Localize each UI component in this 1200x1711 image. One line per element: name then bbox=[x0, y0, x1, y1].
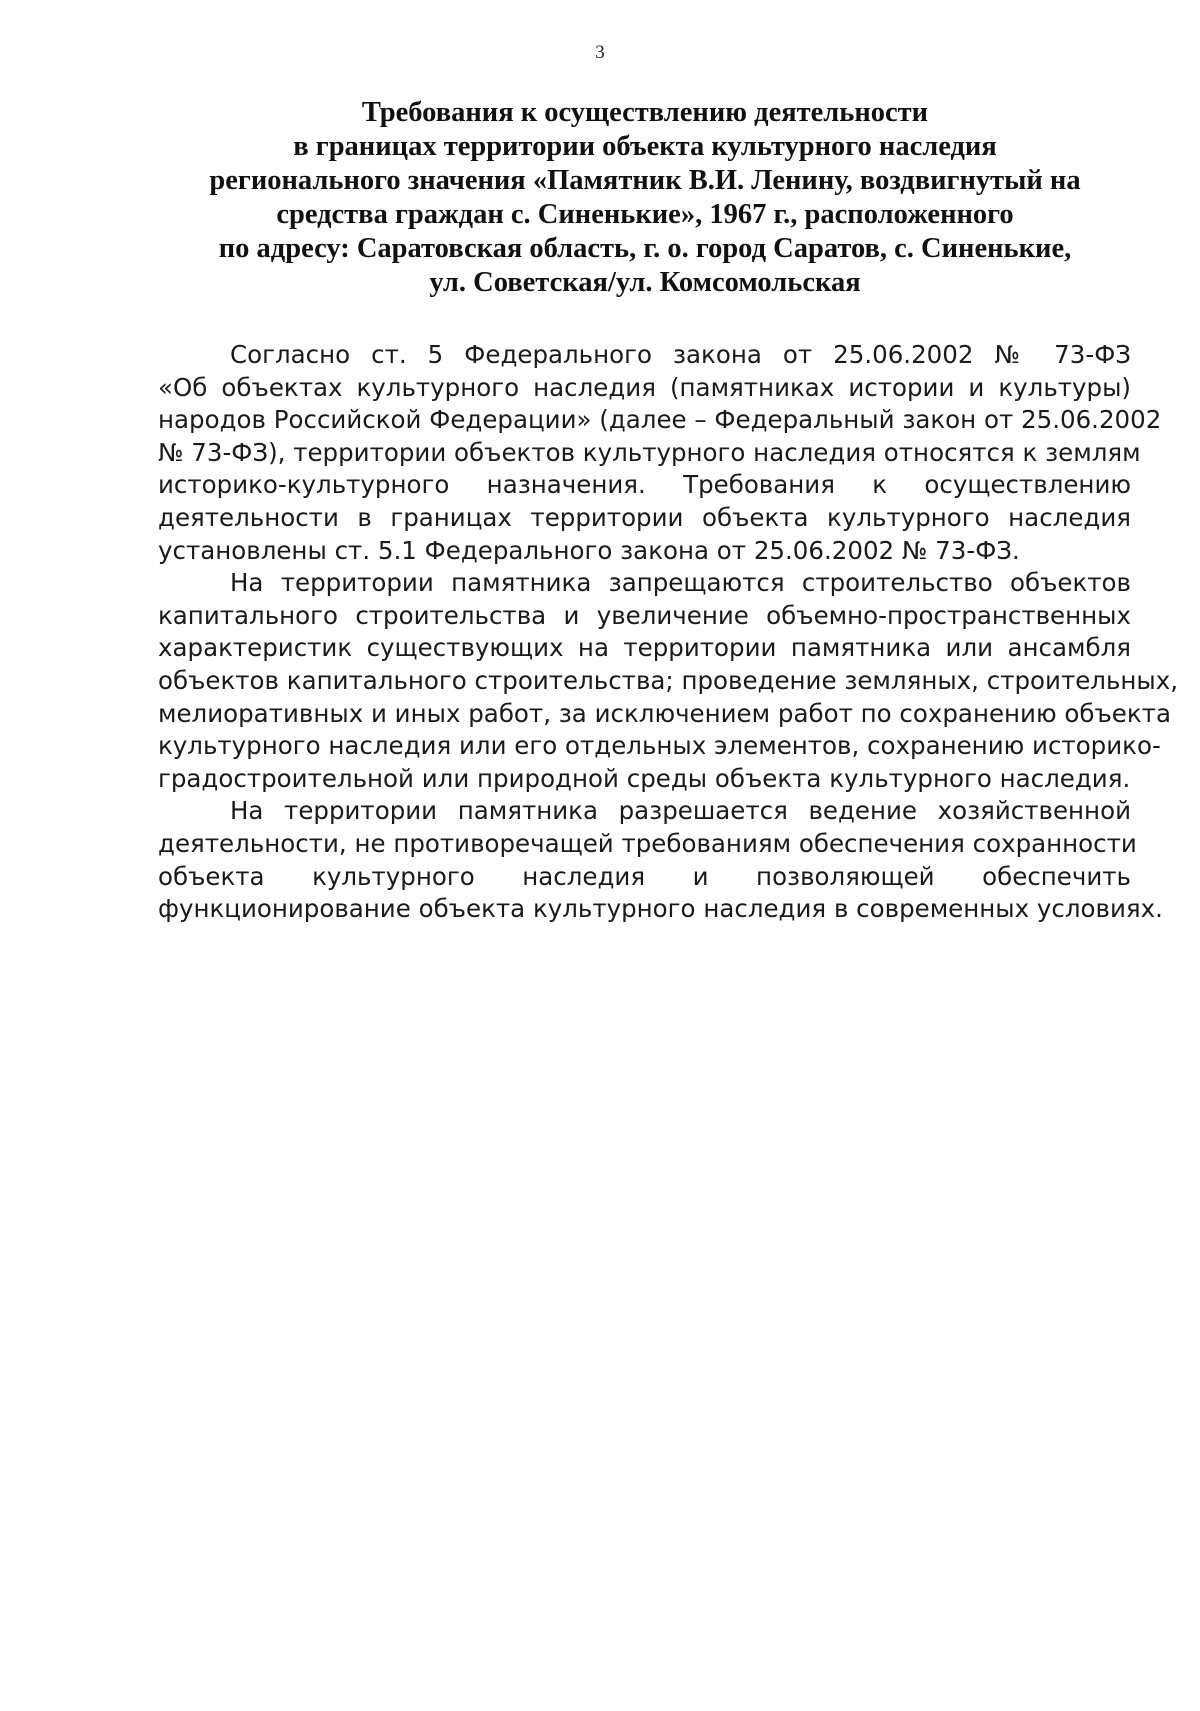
document-body bbox=[158, 339, 1179, 926]
text-line: градостроительной или природной среды объекта культурного наследия. bbox=[158, 763, 1131, 793]
text-line: На территории памятника разрешается ведение хозяйственной bbox=[230, 796, 1131, 826]
text-line: капитального строительства и увеличение объемно-пространственных bbox=[158, 600, 1131, 630]
paragraph-3 bbox=[158, 795, 1163, 925]
title-line: регионального значения «Памятник В.И. Ленину, воздвигнутый на bbox=[209, 165, 1081, 196]
text-line: объектов капитального строительства; проведение земляных, строительных, bbox=[158, 665, 1179, 695]
text-line: мелиоративных и иных работ, за исключением работ по сохранению объекта bbox=[158, 698, 1171, 728]
text-line: народов Российской Федерации» (далее – Федеральный закон от 25.06.2002 bbox=[158, 405, 1162, 435]
text-line: культурного наследия или его отдельных элементов, сохранению историко- bbox=[158, 731, 1161, 761]
title-line: средства граждан с. Синенькие», 1967 г., расположенного bbox=[276, 199, 1014, 230]
title-line: ул. Советская/ул. Комсомольская bbox=[429, 267, 861, 298]
text-line: деятельности в границах территории объекта культурного наследия bbox=[158, 502, 1131, 532]
title-line: Требования к осуществлению деятельности bbox=[361, 97, 929, 128]
text-line: установлены ст. 5.1 Федерального закона от 25.06.2002 № 73-ФЗ. bbox=[158, 535, 1020, 565]
paragraph-2 bbox=[158, 567, 1179, 795]
text-line: деятельности, не противоречащей требованиям обеспечения сохранности bbox=[158, 828, 1137, 858]
text-line: На территории памятника запрещаются строительство объектов bbox=[230, 568, 1131, 598]
text-line: № 73-ФЗ), территории объектов культурного наследия относятся к землям bbox=[158, 437, 1141, 467]
paragraph-1 bbox=[158, 339, 1162, 567]
text-line: характеристик существующих на территории памятника или ансамбля bbox=[158, 633, 1131, 663]
title-line: в границах территории объекта культурного наследия bbox=[293, 131, 997, 162]
text-line: Согласно ст. 5 Федерального закона от 25.06.2002 № 73-ФЗ bbox=[230, 340, 1131, 369]
text-line: «Об объектах культурного наследия (памятниках истории и культуры) bbox=[158, 372, 1131, 402]
text-line: историко-культурного назначения. Требования к осуществлению bbox=[158, 470, 1131, 500]
document-title bbox=[160, 96, 1130, 300]
text-line: объекта культурного наследия и позволяющей обеспечить bbox=[158, 861, 1131, 891]
text-line: функционирование объекта культурного наследия в современных условиях. bbox=[158, 894, 1163, 924]
page-number: 3 bbox=[595, 42, 605, 63]
title-line: по адресу: Саратовская область, г. о. город Саратов, с. Синенькие, bbox=[218, 233, 1072, 264]
